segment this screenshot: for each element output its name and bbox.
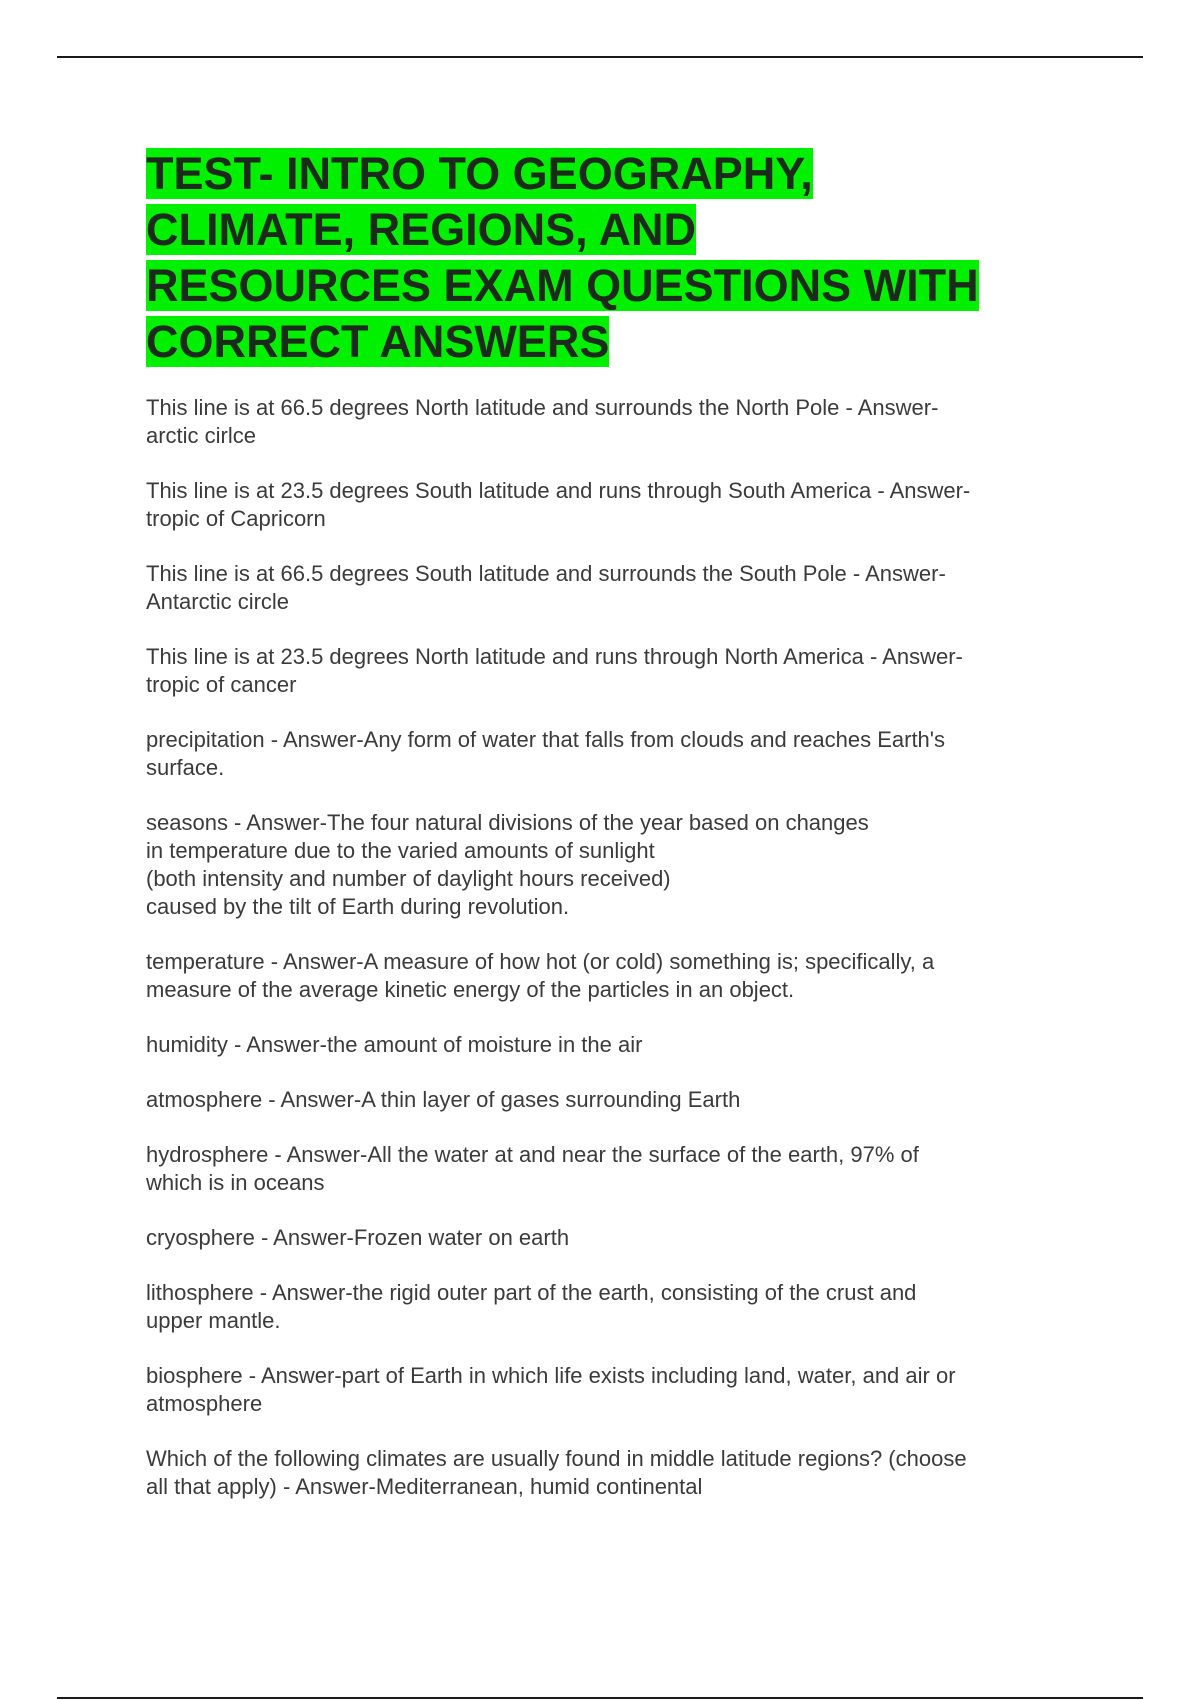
qa-item-cryosphere: cryosphere - Answer-Frozen water on earth: [146, 1225, 570, 1250]
qa-list: [146, 394, 1066, 1528]
qa-item-antarctic-circle: This line is at 66.5 degrees South latitude and surrounds the South Pole - Answer- Antarctic circle: [146, 561, 946, 614]
top-rule: [57, 56, 1143, 58]
qa-item-arctic-circle: This line is at 66.5 degrees North latitude and surrounds the North Pole - Answer- arctic cirlce: [146, 395, 939, 448]
qa-item-hydrosphere: hydrosphere - Answer-All the water at and near the surface of the earth, 97% of which is in oceans: [146, 1142, 919, 1195]
qa-item-middle-latitude-climates: Which of the following climates are usually found in middle latitude regions? (choose all that apply) - Answer-Mediterranean, humid continental: [146, 1446, 967, 1499]
qa-item-temperature: temperature - Answer-A measure of how hot (or cold) something is; specifically, a measure of the average kinetic energy of the particles in an object.: [146, 949, 935, 1002]
qa-item-atmosphere: atmosphere - Answer-A thin layer of gases surrounding Earth: [146, 1087, 741, 1112]
qa-item-humidity: humidity - Answer-the amount of moisture in the air: [146, 1032, 643, 1057]
title-line: CORRECT ANSWERS: [146, 316, 610, 367]
qa-item-precipitation: precipitation - Answer-Any form of water that falls from clouds and reaches Earth's surface.: [146, 727, 945, 780]
title-line: CLIMATE, REGIONS, AND: [146, 204, 696, 255]
qa-item-lithosphere: lithosphere - Answer-the rigid outer part of the earth, consisting of the crust and upper mantle.: [146, 1280, 917, 1333]
document-title: [146, 146, 1076, 370]
qa-item-biosphere: biosphere - Answer-part of Earth in which life exists including land, water, and air or atmosphere: [146, 1363, 956, 1416]
title-line: TEST- INTRO TO GEOGRAPHY,: [146, 148, 813, 199]
bottom-rule: [57, 1697, 1143, 1699]
qa-item-seasons: seasons - Answer-The four natural divisions of the year based on changes in temperature due to the varied amounts of sunlight (both intensity and number of daylight hours received) caused by the tilt of Earth during revolution.: [146, 810, 869, 919]
title-line: RESOURCES EXAM QUESTIONS WITH: [146, 260, 979, 311]
qa-item-tropic-of-cancer: This line is at 23.5 degrees North latitude and runs through North America - Answer- tropic of cancer: [146, 644, 963, 697]
qa-item-tropic-of-capricorn: This line is at 23.5 degrees South latitude and runs through South America - Answer- tropic of Capricorn: [146, 478, 971, 531]
